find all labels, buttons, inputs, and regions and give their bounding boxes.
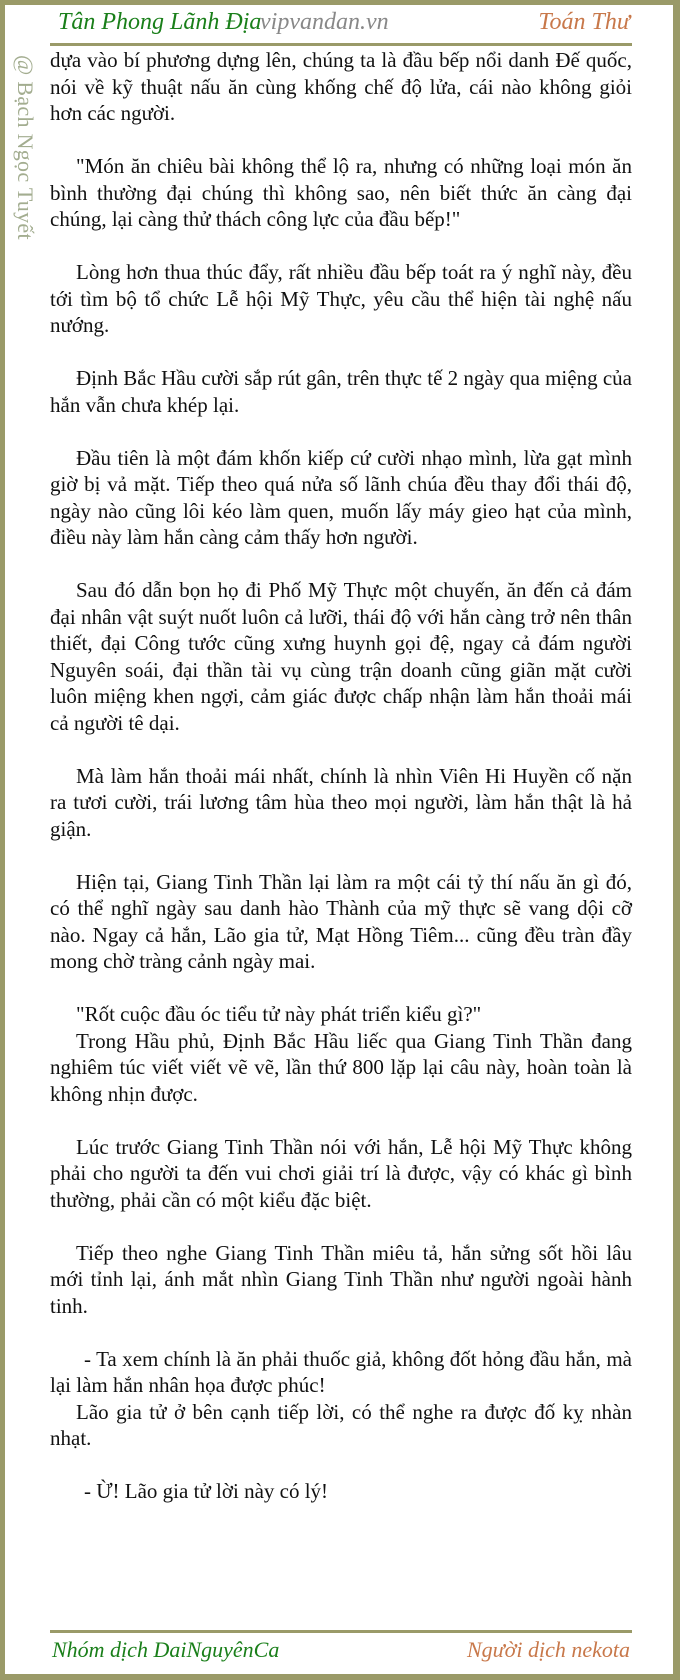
site-name: vipvandan.vn [260, 9, 389, 35]
paragraph: "Món ăn chiêu bài không thể lộ ra, nhưng có những loại món ăn bình thường đại chúng thì không sao, nên biết thức ăn càng đại chúng, lại càng thử thách công lực của đầu bếp!" [50, 154, 632, 231]
page-footer [50, 1630, 632, 1669]
paragraph: Hiện tại, Giang Tinh Thần lại làm ra một cái tỷ thí nấu ăn gì đó, có thể nghĩ ngày sau danh hào Thành của mỹ thực sẽ vang dội cỡ nào. Ngay cả hắn, Lão gia tử, Mạt Hồng Tiêm... cũng đều tràn đầy mong chờ tràng cảnh ngày mai. [50, 869, 632, 973]
paragraph: - Ừ! Lão gia tử lời này có lý! [84, 1479, 329, 1503]
page-header [50, 5, 632, 46]
paragraph: Trong Hầu phủ, Định Bắc Hầu liếc qua Giang Tinh Thần đang nghiêm túc viết viết vẽ vẽ, lần thứ 800 lặp lại câu này, hoàn toàn là không nhịn được. [50, 1028, 632, 1106]
paragraph: dựa vào bí phương dựng lên, chúng ta là đầu bếp nổi danh Đế quốc, nói về kỹ thuật nấu ăn cùng khống chế độ lửa, cái nào không giỏi hơn các người. [50, 48, 632, 125]
paragraph: Tiếp theo nghe Giang Tinh Thần miêu tả, hắn sửng sốt hồi lâu mới tỉnh lại, ánh mắt nhìn Giang Tinh Thần như người ngoài hành tinh. [50, 1240, 632, 1318]
paragraph: Lão gia tử ở bên cạnh tiếp lời, có thể nghe ra được đố kỵ nhàn nhạt. [50, 1399, 632, 1450]
watermark: @ Bạch Ngọc Tuyết [13, 55, 38, 240]
paragraph: "Rốt cuộc đầu óc tiểu tử này phát triển kiểu gì?" [76, 1002, 482, 1026]
paragraph: Lòng hơn thua thúc đẩy, rất nhiều đầu bếp toát ra ý nghĩ này, đều tới tìm bộ tổ chức Lễ hội Mỹ Thực, yêu cầu thể hiện tài nghệ nấu nướng. [50, 260, 632, 337]
book-title: Tân Phong Lãnh Địa [58, 9, 262, 35]
paragraph: Định Bắc Hầu cười sắp rút gân, trên thực tế 2 ngày qua miệng của hắn vẫn chưa khép lại. [50, 366, 632, 417]
paragraph: Sau đó dẫn bọn họ đi Phố Mỹ Thực một chuyến, ăn đến cả đám đại nhân vật suýt nuốt luôn cả lưỡi, thái độ với hắn càng trở nên thân thiết, đại Công tước cũng xưng huynh gọi đệ, ngay cả đám người Nguyên soái, đại thần tài vụ cùng trận doanh cũng giãn mặt cười luôn miệng khen ngợi, cảm giác được chấp nhận làm hắn thoải mái cả người tê dại. [50, 578, 632, 735]
paragraph: Lúc trước Giang Tinh Thần nói với hắn, Lễ hội Mỹ Thực không phải cho người ta đến vui chơi giải trí là được, vậy có khác gì bình thường, phải cần có một kiểu đặc biệt. [50, 1134, 632, 1212]
page [5, 5, 673, 1674]
paragraph: - Ta xem chính là ăn phải thuốc giả, không đốt hỏng đầu hắn, mà lại làm hắn nhân họa được phúc! [50, 1346, 632, 1397]
translation-group: Nhóm dịch DaiNguyênCa [52, 1637, 280, 1662]
paragraph: Đầu tiên là một đám khốn kiếp cứ cười nhạo mình, lừa gạt mình giờ bị vả mặt. Tiếp theo quá nửa số lãnh chúa đều thay đổi thái độ, ngày nào cũng lôi kéo làm quen, muốn lấy máy gieo hạt của mình, điều này làm hắn càng cảm thấy hơn người. [50, 445, 632, 549]
paragraph: Mà làm hắn thoải mái nhất, chính là nhìn Viên Hi Huyền cố nặn ra tươi cười, trái lương tâm hùa theo mọi người, làm hắn thật là hả giận. [50, 763, 632, 841]
author-name: Toán Thư [538, 9, 630, 35]
translator-name: Người dịch nekota [466, 1637, 630, 1662]
chapter-text [50, 47, 632, 1531]
